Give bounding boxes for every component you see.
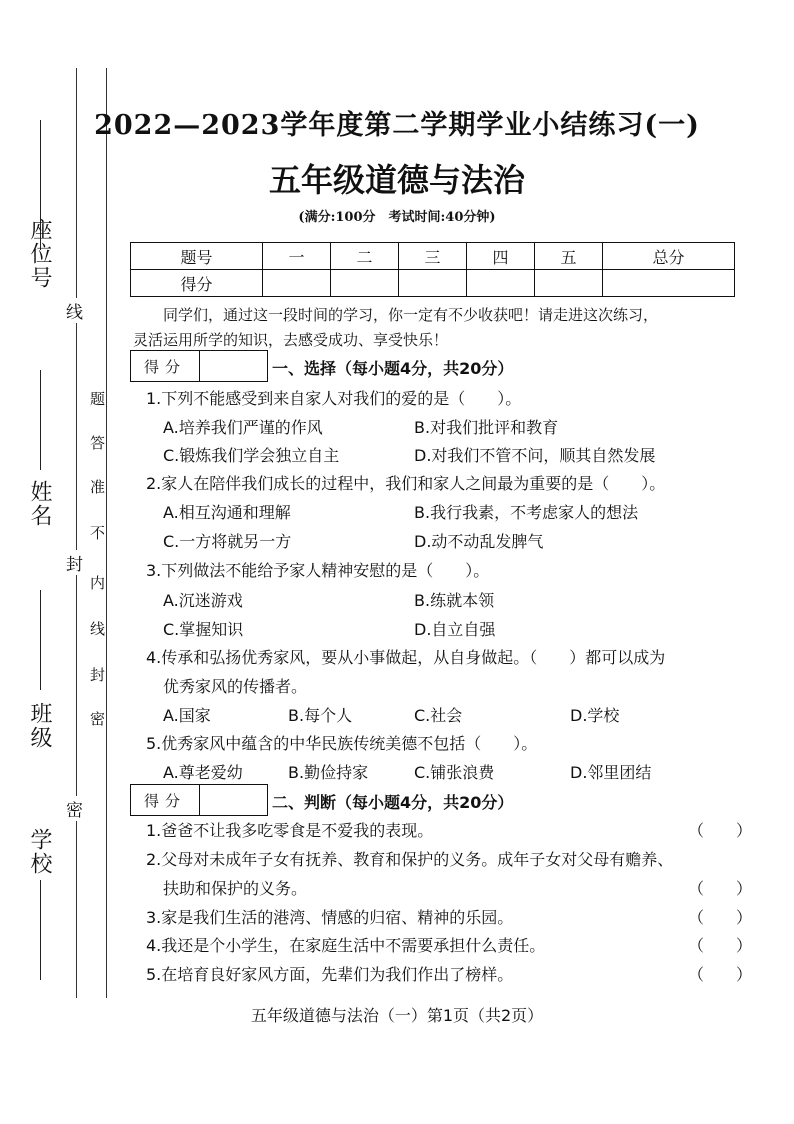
fold-char-mi: 密 — [66, 796, 83, 821]
score-cell[interactable] — [534, 270, 602, 297]
table-row — [131, 243, 735, 270]
table-header-cell: 总分 — [602, 243, 734, 270]
judge-answer-2[interactable]: （ ） — [688, 879, 753, 898]
option-4d[interactable]: D.学校 — [570, 706, 620, 725]
option-2c[interactable]: C.一方将就另一方 — [163, 532, 292, 551]
seal-char: 准 — [90, 478, 106, 496]
option-1b[interactable]: B.对我们批评和教育 — [414, 418, 559, 437]
option-1c[interactable]: C.锻炼我们学会独立自主 — [163, 446, 340, 465]
section1-score-box — [130, 350, 268, 382]
name-label: 姓名 — [27, 480, 52, 528]
score-box-label: 得分 — [131, 351, 200, 381]
intro-line-1: 同学们，通过这一段时间的学习，你一定有不少收获吧！请走进这次练习， — [163, 306, 659, 324]
seal-char: 答 — [90, 434, 106, 452]
option-2d[interactable]: D.动不动乱发脾气 — [414, 532, 544, 551]
option-5c[interactable]: C.铺张浪费 — [414, 763, 495, 782]
seal-char: 不 — [90, 524, 106, 542]
judge-item-4: 4.我还是个小学生，在家庭生活中不需要承担什么责任。 — [146, 936, 546, 955]
table-row — [131, 270, 735, 297]
table-header-cell: 二 — [330, 243, 398, 270]
option-4b[interactable]: B.每个人 — [288, 706, 353, 725]
option-1a[interactable]: A.培养我们严谨的作风 — [163, 418, 323, 437]
seal-char: 线 — [90, 620, 106, 638]
option-4c[interactable]: C.社会 — [414, 706, 463, 725]
name-fill-line — [40, 370, 41, 470]
option-5a[interactable]: A.尊老爱幼 — [163, 763, 243, 782]
page-footer: 五年级道德与法治（一）第1页（共2页） — [250, 1006, 544, 1025]
seal-char: 题 — [90, 390, 106, 408]
school-label: 学校 — [27, 828, 52, 876]
judge-item-2: 2.父母对未成年子女有抚养、教育和保护的义务。成年子女对父母有赡养、 — [146, 850, 674, 869]
table-header-cell: 一 — [262, 243, 330, 270]
question-1: 1.下列不能感受到来自家人对我们的爱的是（ ）。 — [146, 389, 522, 408]
seal-char: 内 — [90, 574, 106, 592]
option-2b[interactable]: B.我行我素，不考虑家人的想法 — [414, 503, 639, 522]
seat-number-label: 座位号 — [27, 218, 52, 290]
option-2a[interactable]: A.相互沟通和理解 — [163, 503, 291, 522]
question-3: 3.下列做法不能给予家人精神安慰的是（ ）。 — [146, 561, 490, 580]
judge-answer-5[interactable]: （ ） — [688, 965, 753, 984]
question-4-cont: 优秀家风的传播者。 — [163, 677, 308, 696]
judge-answer-1[interactable]: （ ） — [688, 821, 753, 840]
option-1d[interactable]: D.对我们不管不问，顺其自然发展 — [414, 446, 656, 465]
score-box-label: 得分 — [131, 785, 200, 815]
score-box-input[interactable] — [200, 785, 267, 815]
question-5: 5.优秀家风中蕴含的中华民族传统美德不包括（ ）。 — [146, 734, 538, 753]
table-header-cell: 三 — [398, 243, 466, 270]
fold-char-xian: 线 — [66, 298, 83, 323]
class-label: 班级 — [27, 702, 52, 750]
school-fill-line — [40, 880, 41, 980]
score-cell[interactable] — [466, 270, 534, 297]
table-header-cell: 四 — [466, 243, 534, 270]
judge-item-5: 5.在培育良好家风方面，先辈们为我们作出了榜样。 — [146, 965, 514, 984]
question-2: 2.家人在陪伴我们成长的过程中，我们和家人之间最为重要的是（ ）。 — [146, 474, 666, 493]
score-cell[interactable] — [602, 270, 734, 297]
option-3d[interactable]: D.自立自强 — [414, 620, 496, 639]
score-cell[interactable] — [330, 270, 398, 297]
class-fill-line — [40, 590, 41, 690]
judge-item-3: 3.家是我们生活的港湾、情感的归宿、精神的乐园。 — [146, 908, 514, 927]
option-3c[interactable]: C.掌握知识 — [163, 620, 244, 639]
section1-title: 一、选择（每小题4分，共20分） — [272, 359, 514, 378]
option-4a[interactable]: A.国家 — [163, 706, 211, 725]
section2-score-box — [130, 784, 268, 816]
fold-char-feng: 封 — [66, 550, 83, 575]
intro-line-2: 灵活运用所学的知识，去感受成功、享受快乐！ — [133, 331, 449, 349]
section2-title: 二、判断（每小题4分，共20分） — [272, 793, 514, 812]
table-header-cell: 题号 — [131, 243, 263, 270]
option-3a[interactable]: A.沉迷游戏 — [163, 591, 243, 610]
score-row-label: 得分 — [131, 270, 263, 297]
option-5b[interactable]: B.勤俭持家 — [288, 763, 369, 782]
table-header-cell: 五 — [534, 243, 602, 270]
judge-answer-3[interactable]: （ ） — [688, 908, 753, 927]
exam-title: 2022—2023学年度第二学期学业小结练习(一) — [94, 110, 700, 141]
judge-item-1: 1.爸爸不让我多吃零食是不爱我的表现。 — [146, 821, 434, 840]
option-3b[interactable]: B.练就本领 — [414, 591, 495, 610]
exam-info: (满分:100分 考试时间:40分钟) — [298, 210, 496, 225]
subject-title: 五年级道德与法治 — [268, 161, 525, 199]
score-table — [130, 242, 735, 297]
score-cell[interactable] — [398, 270, 466, 297]
seal-char: 密 — [90, 710, 106, 728]
judge-answer-4[interactable]: （ ） — [688, 936, 753, 955]
option-5d[interactable]: D.邻里团结 — [570, 763, 652, 782]
score-cell[interactable] — [262, 270, 330, 297]
score-box-input[interactable] — [200, 351, 267, 381]
question-4: 4.传承和弘扬优秀家风，要从小事做起，从自身做起。（ ）都可以成为 — [146, 648, 666, 667]
judge-item-2-cont: 扶助和保护的义务。 — [163, 879, 308, 898]
seal-char: 封 — [90, 666, 106, 684]
